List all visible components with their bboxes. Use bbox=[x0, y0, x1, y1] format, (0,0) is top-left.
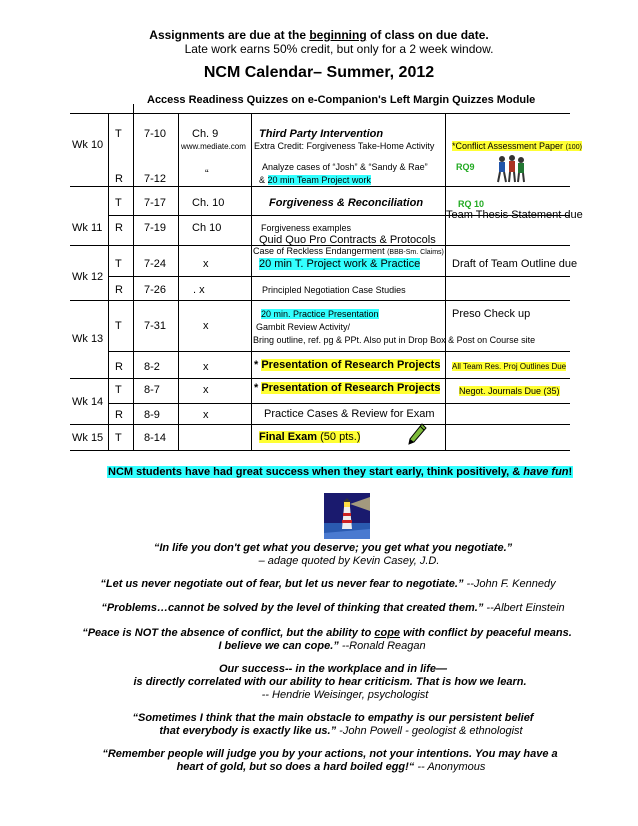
topic: * Presentation of Research Projects bbox=[254, 382, 441, 394]
due-item: *Conflict Assessment Paper (100) bbox=[452, 141, 582, 151]
topic: 20 min. Practice Presentation bbox=[261, 309, 379, 319]
week-label: Wk 13 bbox=[72, 333, 104, 345]
due-item: All Team Res. Proj Outlines Due bbox=[452, 362, 567, 371]
day: T bbox=[115, 384, 122, 396]
week-label: Wk 14 bbox=[72, 396, 104, 408]
quote-reagan: “Peace is NOT the absence of conflict, but the ability to cope with conflict by peaceful means. bbox=[82, 627, 572, 639]
chapter: x bbox=[203, 409, 209, 421]
day: T bbox=[115, 320, 122, 332]
day: R bbox=[115, 409, 123, 421]
page-title: NCM Calendar– Summer, 2012 bbox=[203, 64, 435, 81]
website-link[interactable]: www.mediate.com bbox=[181, 142, 246, 151]
topic: Bring outline, ref. pg & PPt. Also put in Drop Box & Post on Course site bbox=[253, 335, 536, 345]
quote-anonymous-2: heart of gold, but so does a hard boiled egg!“ -- Anonymous bbox=[176, 761, 486, 773]
due-notice: Assignments are due at the beginning of class on due date. bbox=[149, 28, 489, 42]
date: 8-2 bbox=[144, 361, 160, 373]
date: 8-7 bbox=[144, 384, 160, 396]
day: R bbox=[115, 284, 123, 296]
week-label: Wk 11 bbox=[72, 222, 103, 234]
encouragement-banner: NCM students have had great success when they start early, think positively, & have fun! bbox=[108, 466, 573, 478]
quote-powell: “Sometimes I think that the main obstacle to empathy is our persistent belief bbox=[132, 712, 534, 724]
topic: Practice Cases & Review for Exam bbox=[264, 408, 435, 420]
lighthouse-icon bbox=[324, 493, 370, 539]
quote-weisinger-2: is directly correlated with our ability to hear criticism. That is how we learn. bbox=[133, 676, 527, 688]
week-label: Wk 12 bbox=[72, 271, 104, 283]
due-item: Team Thesis Statement due bbox=[446, 209, 583, 221]
chapter: . x bbox=[193, 284, 205, 296]
quote-kennedy: “Let us never negotiate out of fear, but let us never fear to negotiate.” --John F. Kennedy bbox=[100, 578, 556, 590]
chapter: x bbox=[203, 320, 209, 332]
page-subtitle: Access Readiness Quizzes on e-Companion's Left Margin Quizzes Module bbox=[147, 94, 536, 106]
day: T bbox=[115, 258, 122, 270]
quote-einstein: “Problems…cannot be solved by the level of thinking that created them.” --Albert Einstein bbox=[101, 602, 565, 614]
day: R bbox=[115, 361, 123, 373]
topic: * Presentation of Research Projects bbox=[254, 359, 441, 371]
day: T bbox=[115, 197, 122, 209]
quote-reagan-end: I believe we can cope.” --Ronald Reagan bbox=[218, 640, 426, 652]
chapter: Ch 10 bbox=[192, 222, 222, 234]
due-item: Draft of Team Outline due bbox=[452, 258, 578, 270]
chapter: x bbox=[203, 384, 209, 396]
due-item: RQ 10 bbox=[458, 199, 485, 209]
pencil-icon bbox=[406, 422, 428, 446]
chapter: Ch. 10 bbox=[192, 197, 225, 209]
due-item: Preso Check up bbox=[452, 308, 531, 320]
due-item: Negot. Journals Due (35) bbox=[459, 386, 560, 396]
quote-attribution: – adage quoted by Kevin Casey, J.D. bbox=[258, 555, 440, 567]
week-label: Wk 15 bbox=[72, 432, 104, 444]
date: 8-9 bbox=[144, 409, 160, 421]
quote-attribution: -- Hendrie Weisinger, psychologist bbox=[261, 689, 429, 701]
due-item: RQ9 bbox=[456, 162, 475, 172]
date: 7-31 bbox=[144, 320, 167, 332]
topic: Case of Reckless Endangerment (BBB-Sm. Claims) bbox=[253, 246, 444, 256]
topic: Gambit Review Activity/ bbox=[256, 322, 351, 332]
topic: 20 min T. Project work & Practice bbox=[259, 258, 421, 270]
date: 7-26 bbox=[144, 284, 167, 296]
day: R bbox=[115, 173, 123, 185]
day: R bbox=[115, 222, 123, 234]
topic: & 20 min Team Project work bbox=[259, 175, 371, 185]
topic: Forgiveness examples bbox=[261, 223, 352, 233]
chapter: Ch. 9 bbox=[192, 128, 219, 140]
date: 8-14 bbox=[144, 432, 167, 444]
final-exam: Final Exam (50 pts.) bbox=[259, 431, 361, 443]
topic-extra-credit: Extra Credit: Forgiveness Take-Home Activity bbox=[254, 141, 435, 151]
date: 7-19 bbox=[144, 222, 167, 234]
quote-powell-2: that everybody is exactly like us.” -John Powell - geologist & ethnologist bbox=[159, 725, 523, 737]
topic: Analyze cases of “Josh” & “Sandy & Rae” bbox=[262, 162, 428, 172]
date: 7-10 bbox=[144, 128, 167, 140]
chapter: x bbox=[203, 361, 209, 373]
topic: Principled Negotiation Case Studies bbox=[262, 285, 406, 295]
quote-anonymous: “Remember people will judge you by your actions, not your intentions. You may have a bbox=[102, 748, 558, 760]
day: T bbox=[115, 432, 122, 444]
day: T bbox=[115, 128, 122, 140]
date: 7-12 bbox=[144, 173, 167, 185]
quote-negotiate: “In life you don't get what you deserve; you get what you negotiate.” bbox=[153, 542, 513, 554]
people-group-icon bbox=[494, 153, 526, 185]
late-policy: Late work earns 50% credit, but only for a 2 week window. bbox=[184, 42, 494, 56]
date: 7-17 bbox=[144, 197, 167, 209]
topic: Third Party Intervention bbox=[259, 128, 384, 140]
quote-weisinger: Our success-- in the workplace and in life— bbox=[218, 663, 447, 675]
week-label: Wk 10 bbox=[72, 139, 104, 151]
chapter-ditto: “ bbox=[205, 168, 209, 180]
chapter: x bbox=[203, 258, 209, 270]
topic: Quid Quo Pro Contracts & Protocols bbox=[259, 234, 436, 246]
date: 7-24 bbox=[144, 258, 167, 270]
topic: Forgiveness & Reconciliation bbox=[269, 197, 424, 209]
